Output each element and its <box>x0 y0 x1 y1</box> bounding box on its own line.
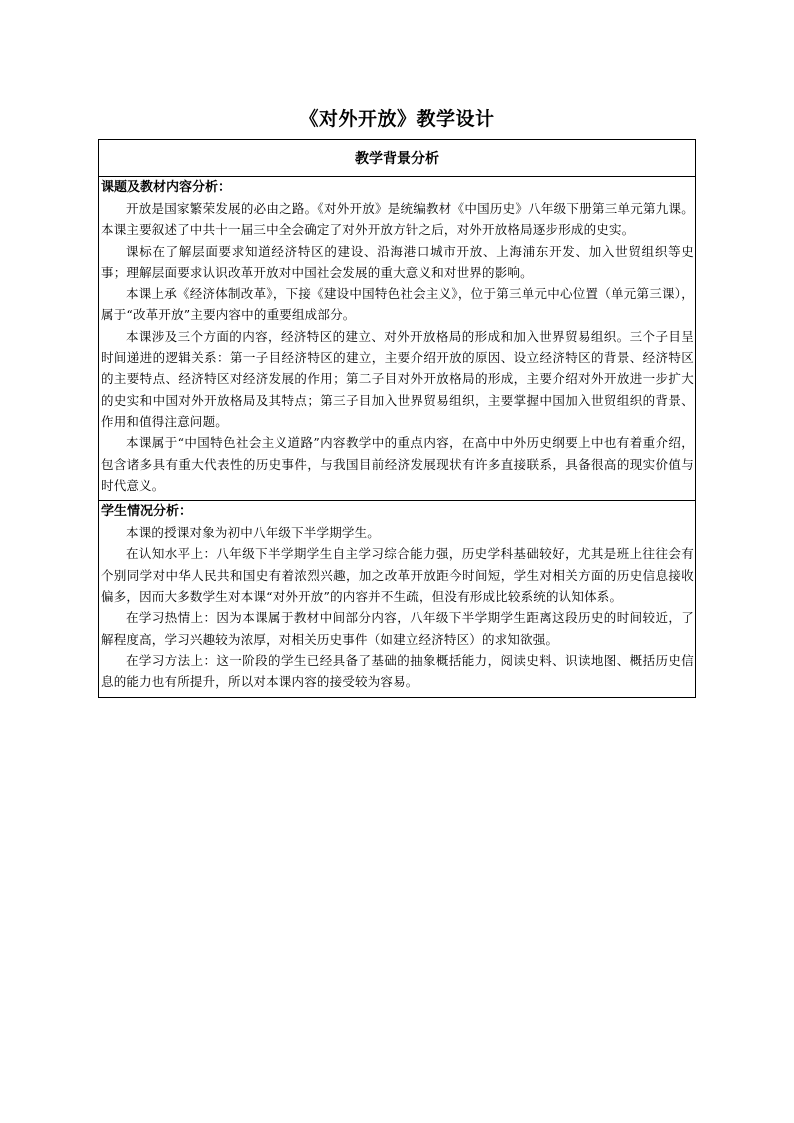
paragraph: 本课的授课对象为初中八年级下半学期学生。 <box>126 525 381 541</box>
section-heading: 学生情况分析： <box>101 504 193 520</box>
table-header-cell: 教学背景分析 <box>99 140 696 177</box>
teaching-design-table <box>98 139 696 698</box>
section-content-analysis <box>99 177 696 501</box>
paragraph: 课标在了解层面要求知道经济特区的建设、沿海港口城市开放、上海浦东开发、加入世贸组织等史事；理解层面要求认识改革开放对中国社会发展的重大意义和对世界的影响。 <box>101 243 694 280</box>
paragraph: 本课涉及三个方面的内容，经济特区的建立、对外开放格局的形成和加入世界贸易组织。三个子目呈时间递进的逻辑关系：第一子目经济特区的建立，主要介绍开放的原因、设立经济特区的背景、经济特区的主要特点、经济特区对经济发展的作用；第二子目对外开放格局的形成，主要介绍对外开放进一步扩大的史实和中国对外开放格局及其特点；第三子目加入世界贸易组织，主要掌握中国加入世贸组织的背景、作用和值得注意问题。 <box>101 328 694 429</box>
paragraph: 开放是国家繁荣发展的必由之路。《对外开放》是统编教材《中国历史》八年级下册第三单元第九课。本课主要叙述了中共十一届三中全会确定了对外开放方针之后，对外开放格局逐步形成的史实。 <box>101 201 694 238</box>
paragraph: 本课上承《经济体制改革》，下接《建设中国特色社会主义》，位于第三单元中心位置（单元第三课），属于“改革开放”主要内容中的重要组成部分。 <box>101 286 694 323</box>
paragraph: 在学习方法上：这一阶段的学生已经具备了基础的抽象概括能力，阅读史料、识读地图、概括历史信息的能力也有所提升，所以对本课内容的接受较为容易。 <box>101 652 694 690</box>
paragraph: 在认知水平上：八年级下半学期学生自主学习综合能力强，历史学科基础较好，尤其是班上往往会有个别同学对中华人民共和国史有着浓烈兴趣，加之改革开放距今时间短，学生对相关方面的历史信息接收偏多，因而大多数学生对本课“对外开放”的内容并不生疏，但没有形成比较系统的认知体系。 <box>101 546 694 605</box>
section-student-analysis <box>99 501 696 697</box>
paragraph: 本课属于“中国特色社会主义道路”内容教学中的重点内容，在高中中外历史纲要上中也有着重介绍，包含诸多具有重大代表性的历史事件，与我国目前经济发展现状有许多直接联系，具备很高的现实价值与时代意义。 <box>101 435 694 493</box>
document-title: 《对外开放》教学设计 <box>299 108 495 130</box>
paragraph: 在学习热情上：因为本课属于教材中间部分内容，八年级下半学期学生距离这段历史的时间较近，了解程度高，学习兴趣较为浓厚，对相关历史事件（如建立经济特区）的求知欲强。 <box>101 610 694 647</box>
section-heading: 课题及教材内容分析： <box>101 180 232 195</box>
